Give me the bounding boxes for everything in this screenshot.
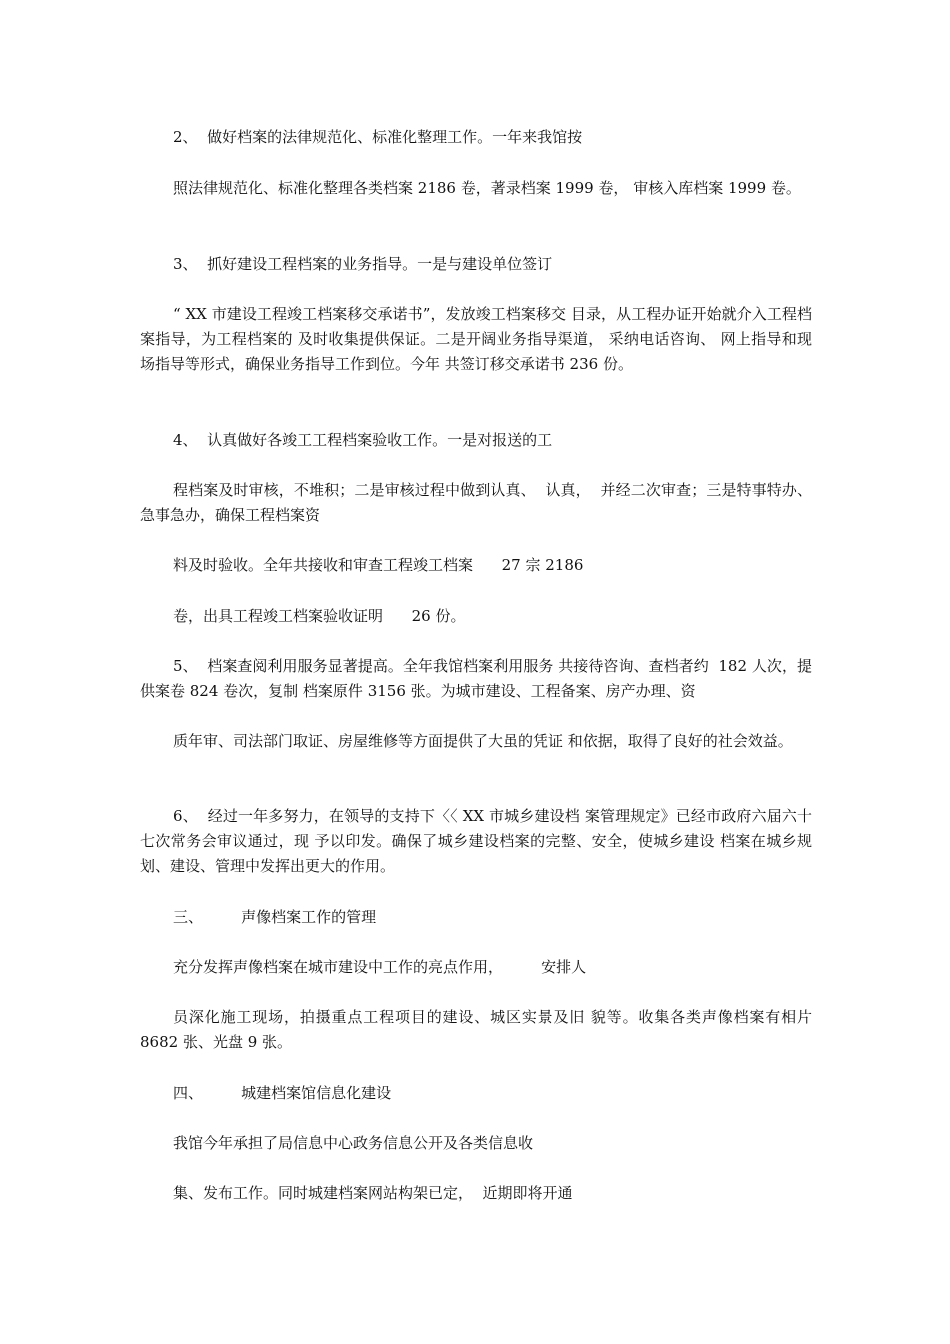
section-heading-4: 四、 城建档案馆信息化建设 (173, 1084, 392, 1102)
paragraph-certificate: 卷，出具工程竣工档案验收证明 26 份。 (173, 607, 466, 625)
paragraph-website: 集、发布工作。同时城建档案网站构架已定， 近期即将开通 (173, 1184, 573, 1202)
paragraph-review: 程档案及时审核，不堆积；二是审核过程中做到认真、 认真， 并经二次审查；三是特事特办、急事急办，确保工程档案资 (140, 481, 812, 524)
paragraph-item-5: 5、 档案查阅利用服务显著提高。全年我馆档案利用服务 共接待咨询、查档者约 182 人次，提供案卷 824 卷次，复制 档案原件 3156 张。为城市建设、工程备案、房产办理、资 (140, 657, 812, 700)
paragraph-item-3: 3、 抓好建设工程档案的业务指导。一是与建设单位签订 (173, 255, 553, 273)
paragraph-item-2: 2、 做好档案的法律规范化、标准化整理工作。一年来我馆按 (173, 128, 583, 146)
paragraph-commitment: “ XX 市建设工程竣工档案移交承诺书”，发放竣工档案移交 目录，从工程办证开始就介入工程档案指导，为工程档案的 及时收集提供保证。二是开阔业务指导渠道， 采纳电话咨询、 网上指导和现场指导等形式，确保业务指导工作到位。今年 共签订移交承诺书 236 份。 (140, 305, 812, 373)
section-heading-3: 三、 声像档案工作的管理 (173, 908, 377, 926)
paragraph-info-center: 我馆今年承担了局信息中心政务信息公开及各类信息收 (173, 1134, 534, 1152)
paragraph-acceptance: 料及时验收。全年共接收和审查工程竣工档案 27 宗 2186 (173, 556, 584, 574)
paragraph-archive-count: 照法律规范化、标准化整理各类档案 2186 卷，著录档案 1999 卷， 审核入库档案 1999 卷。 (173, 179, 801, 197)
paragraph-item-6: 6、 经过一年多努力，在领导的支持下〈〈 XX 市城乡建设档 案管理规定》已经市政府六届六十七次常务会审议通过，现 予以印发。确保了城乡建设档案的完整、安全，使城乡建设 档案在城乡规划、建设、管理中发挥出更大的作用。 (140, 807, 812, 875)
paragraph-av-archives: 充分发挥声像档案在城市建设中工作的亮点作用， 安排人 (173, 958, 587, 976)
paragraph-benefits: 质年审、司法部门取证、房屋维修等方面提供了大虽的凭证 和依据，取得了良好的社会效益。 (173, 732, 793, 750)
paragraph-photos: 员深化施工现场，拍摄重点工程项目的建设、城区实景及旧 貌等。收集各类声像档案有相片 8682 张、光盘 9 张。 (140, 1008, 827, 1051)
paragraph-item-4: 4、 认真做好各竣工工程档案验收工作。一是对报送的工 (173, 431, 553, 449)
